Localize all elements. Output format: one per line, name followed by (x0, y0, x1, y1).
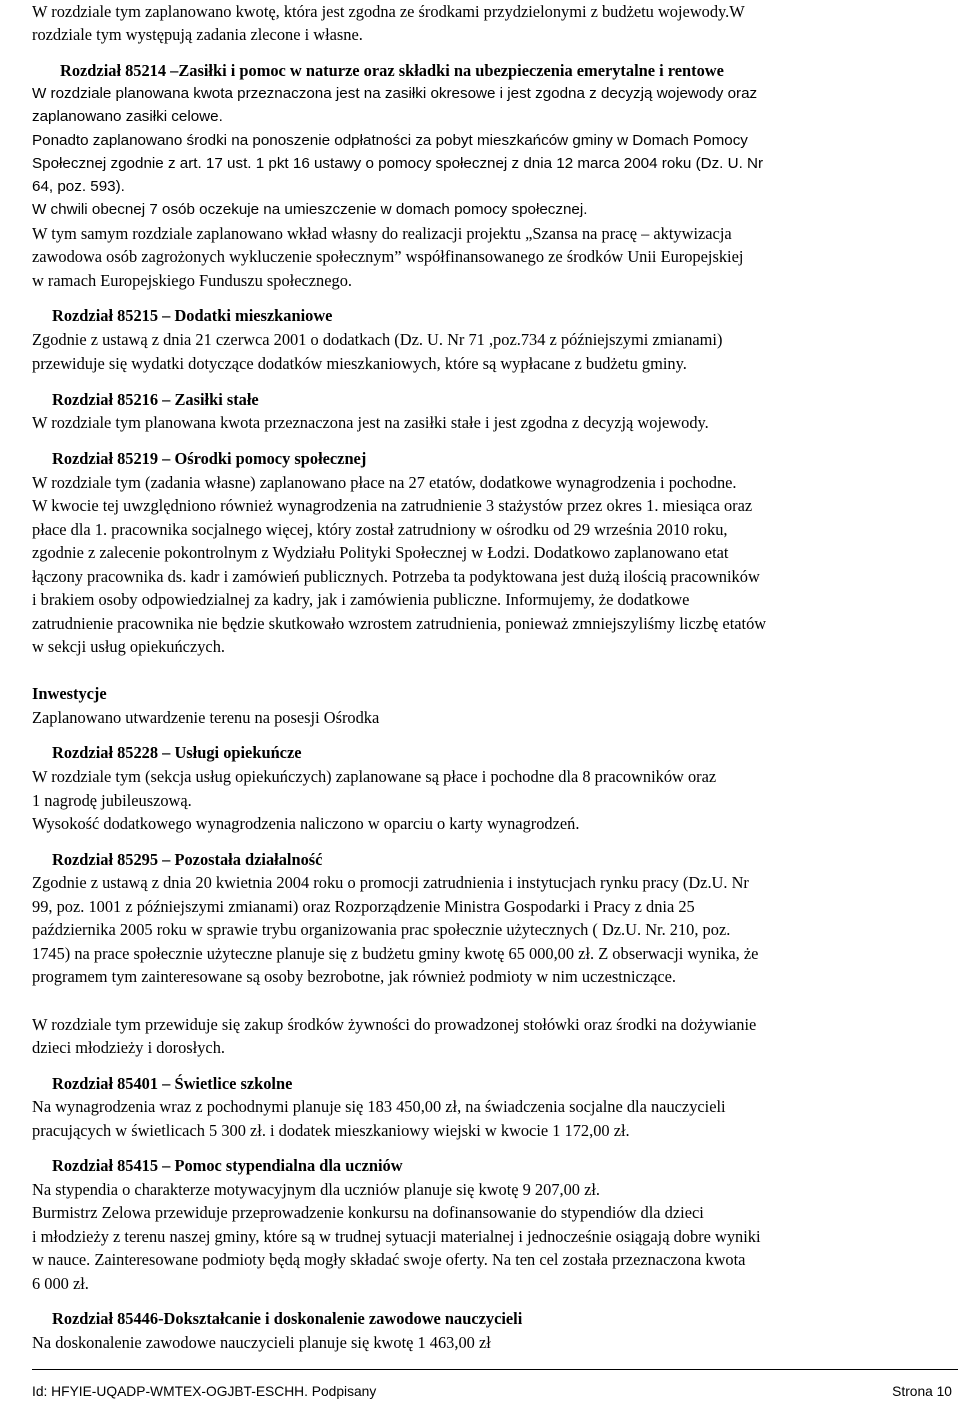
text-line: W kwocie tej uwzględniono również wynagrodzenia na zatrudnienie 3 stażystów przez okres 1. miesiąca oraz (32, 496, 753, 515)
text-line: w sekcji usług opiekuńczych. (32, 637, 225, 656)
text-line: Wysokość dodatkowego wynagrodzenia naliczono w oparciu o karty wynagrodzeń. (32, 814, 580, 833)
text-line: W rozdziale tym zaplanowano kwotę, która jest zgodna ze środkami przydzielonymi z budżetu wojewody.W (32, 2, 745, 21)
section-heading: Rozdział 85295 – Pozostała działalność (52, 850, 323, 869)
text-line: i młodzieży z terenu naszej gminy, które są w trudnej sytuacji materialnej i jednocześnie osiągają dobre wyniki (32, 1227, 761, 1246)
footer-page-number: Strona 10 (892, 1384, 952, 1399)
text-line: programem tym zainteresowane są osoby bezrobotne, jak również podmioty w nim uczestniczące. (32, 967, 677, 986)
text-line: Zaplanowano utwardzenie terenu na posesji Ośrodka (32, 708, 380, 727)
text-line: W rozdziale planowana kwota przeznaczona jest na zasiłki okresowe i jest zgodna z decyzją wojewody oraz (32, 85, 758, 102)
text-line: 6 000 zł. (32, 1274, 89, 1293)
text-line: Na stypendia o charakterze motywacyjnym dla uczniów planuje się kwotę 9 207,00 zł. (32, 1180, 601, 1199)
text-line: zaplanowano zasiłki celowe. (32, 108, 223, 125)
section-heading: Rozdział 85415 – Pomoc stypendialna dla uczniów (52, 1156, 403, 1175)
text-line: 1 nagrodę jubileuszową. (32, 791, 192, 810)
text-line: zgodnie z zalecenie pokontrolnym z Wydziału Polityki Społecznej w Łodzi. Dodatkowo zaplanowano etat (32, 543, 729, 562)
text-line: W rozdziale tym przewiduje się zakup środków żywności do prowadzonej stołówki oraz środki na dożywianie (32, 1015, 757, 1034)
text-line: Ponadto zaplanowano środki na ponoszenie odpłatności za pobyt mieszkańców gminy w Domach Pomocy (32, 132, 748, 149)
text-line: przewiduje się wydatki dotyczące dodatków mieszkaniowych, które są wypłacane z budżetu gminy. (32, 354, 687, 373)
text-line: Społecznej zgodnie z art. 17 ust. 1 pkt 16 ustawy o pomocy społecznej z dnia 12 marca 2004 roku (Dz. U. Nr (32, 155, 764, 172)
section-heading: Rozdział 85215 – Dodatki mieszkaniowe (52, 306, 333, 325)
text-line: W rozdziale tym planowana kwota przeznaczona jest na zasiłki stałe i jest zgodna z decyzją wojewody. (32, 413, 709, 432)
text-line: W chwili obecnej 7 osób oczekuje na umieszczenie w domach pomocy społecznej. (32, 201, 588, 218)
section-heading: Rozdział 85216 – Zasiłki stałe (52, 390, 259, 409)
text-line: i brakiem osoby odpowiedzialnej za kadry, jak i zamówienia publiczne. Informujemy, że dodatkowe (32, 590, 690, 609)
section-heading: Rozdział 85401 – Świetlice szkolne (52, 1074, 293, 1093)
section-heading: Rozdział 85214 –Zasiłki i pomoc w naturze oraz składki na ubezpieczenia emerytalne i rentowe (60, 61, 724, 80)
footer-document-id: Id: HFYIE-UQADP-WMTEX-OGJBT-ESCHH. Podpisany (32, 1384, 377, 1399)
text-line: października 2005 roku w sprawie trybu organizowania prac społecznie użytecznych ( Dz.U. Nr. 210, poz. (32, 920, 731, 939)
text-line: pracujących w świetlicach 5 300 zł. i dodatek mieszkaniowy wiejski w kwocie 1 172,00 zł. (32, 1121, 630, 1140)
text-line: dzieci młodzieży i dorosłych. (32, 1038, 225, 1057)
text-line: W tym samym rozdziale zaplanowano wkład własny do realizacji projektu „Szansa na pracę – aktywizacja (32, 224, 732, 243)
text-line: w ramach Europejskiego Funduszu społecznego. (32, 271, 352, 290)
text-line: w nauce. Zainteresowane podmioty będą mogły składać swoje oferty. Na ten cel została przeznaczona kwota (32, 1250, 746, 1269)
section-heading: Rozdział 85219 – Ośrodki pomocy społecznej (52, 449, 367, 468)
text-line: Na wynagrodzenia wraz z pochodnymi planuje się 183 450,00 zł, na świadczenia socjalne dla nauczycieli (32, 1097, 726, 1116)
text-line: 99, poz. 1001 z późniejszymi zmianami) oraz Rozporządzenie Ministra Gospodarki i Pracy z dnia 25 (32, 897, 695, 916)
section-heading: Rozdział 85446-Dokształcanie i doskonalenie zawodowe nauczycieli (52, 1309, 523, 1328)
text-line: W rozdziale tym (zadania własne) zaplanowano płace na 27 etatów, dodatkowe wynagrodzenia i pochodne. (32, 473, 737, 492)
text-line: Burmistrz Zelowa przewiduje przeprowadzenie konkursu na dofinansowanie do stypendiów dla dzieci (32, 1203, 704, 1222)
text-line: zatrudnienie pracownika nie będzie skutkowało wzrostem zatrudnienia, ponieważ zmniejszyliśmy liczbę etatów (32, 614, 767, 633)
footer-divider (32, 1369, 958, 1370)
text-line: W rozdziale tym (sekcja usług opiekuńczych) zaplanowane są płace i pochodne dla 8 pracowników oraz (32, 767, 717, 786)
text-line: zawodowa osób zagrożonych wykluczenie społecznym” współfinansowanego ze środków Unii Europejskiej (32, 247, 744, 266)
text-line: Na doskonalenie zawodowe nauczycieli planuje się kwotę 1 463,00 zł (32, 1333, 491, 1352)
text-line: 64, poz. 593). (32, 178, 125, 195)
text-line: Zgodnie z ustawą z dnia 20 kwietnia 2004 roku o promocji zatrudnienia i instytucjach rynku pracy (Dz.U. Nr (32, 873, 749, 892)
text-line: płace dla 1. pracownika socjalnego więcej, który został zatrudniony w ośrodku od 29 września 2010 roku, (32, 520, 728, 539)
text-line: rozdziale tym występują zadania zlecone i własne. (32, 25, 363, 44)
text-line: łączony pracownika ds. kadr i zamówień publicznych. Potrzeba ta podyktowana jest dużą ilością pracowników (32, 567, 760, 586)
text-line: Zgodnie z ustawą z dnia 21 czerwca 2001 o dodatkach (Dz. U. Nr 71 ,poz.734 z późniejszymi zmianami) (32, 330, 723, 349)
section-heading: Rozdział 85228 – Usługi opiekuńcze (52, 743, 302, 762)
text-line: 1745) na prace społecznie użyteczne planuje się z budżetu gminy kwotę 65 000,00 zł. Z obserwacji wynika, że (32, 944, 759, 963)
section-heading: Inwestycje (32, 684, 107, 703)
